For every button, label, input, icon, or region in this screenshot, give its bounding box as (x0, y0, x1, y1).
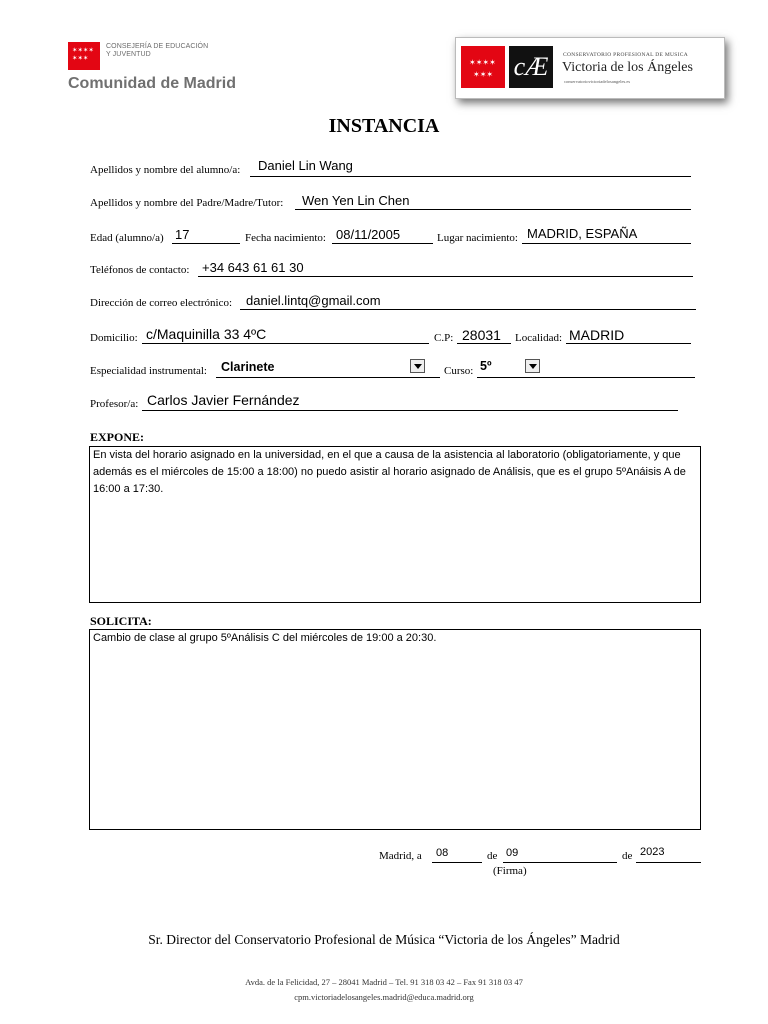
date-de1-label: de (487, 850, 498, 862)
document-title: INSTANCIA (328, 115, 440, 137)
birthplace-line (522, 243, 691, 244)
age-label: Edad (alumno/a) (90, 232, 164, 244)
parent-line (295, 209, 691, 210)
city-field[interactable]: MADRID (569, 327, 625, 343)
birthplace-label: Lugar nacimiento: (437, 232, 518, 244)
footer-email: cpm.victoriadelosangeles.madrid@educa.madrid.org (294, 992, 474, 1002)
solicita-textarea[interactable] (89, 629, 701, 830)
birthdate-field[interactable]: 08/11/2005 (336, 227, 401, 242)
birthdate-line (332, 243, 433, 244)
city-label: Localidad: (515, 332, 563, 344)
footer-address: Avda. de la Felicidad, 27 – 28041 Madrid – Tel. 91 318 03 42 – Fax 91 318 03 47 (245, 977, 523, 987)
address-label: Domicilio: (90, 332, 138, 344)
teacher-line (142, 410, 678, 411)
student-label: Apellidos y nombre del alumno/a: (90, 164, 241, 176)
postal-code-field[interactable]: 28031 (462, 327, 501, 343)
teacher-field[interactable]: Carlos Javier Fernández (147, 392, 300, 408)
conservatorio-website: conservatoriovictoriadelosangeles.es (564, 79, 631, 84)
email-field[interactable]: daniel.lintq@gmail.com (246, 293, 381, 308)
expone-textarea[interactable] (89, 446, 701, 603)
conservatorio-monogram-icon: cÆ (509, 46, 553, 88)
expone-heading: EXPONE: (90, 430, 144, 444)
specialty-dropdown-icon[interactable] (410, 359, 425, 373)
postal-code-line (457, 343, 511, 344)
email-label: Dirección de correo electrónico: (90, 297, 233, 309)
date-month-line (503, 862, 617, 863)
conservatorio-name: Victoria de los Ángeles (562, 60, 693, 75)
consejeria-text: CONSEJERÍA DE EDUCACIÓN Y JUVENTUD (106, 43, 209, 58)
course-label: Curso: (444, 365, 474, 377)
student-field[interactable]: Daniel Lin Wang (258, 158, 353, 173)
city-line (566, 343, 691, 344)
expone-text: En vista del horario asignado en la universidad, en el que a causa de la asistencia al laboratorio (obligatoriamente, y que además es el miércoles de 15:00 a 18:00) no puedo asistir al horario asignado de Análisis, que es el grupo 5ºAnáisis A de 16:00 a 17:30. (93, 449, 686, 495)
student-line (250, 176, 691, 177)
specialty-select[interactable]: Clarinete (221, 360, 275, 374)
course-select[interactable]: 5º (480, 359, 492, 373)
specialty-label: Especialidad instrumental: (90, 365, 207, 377)
conservatorio-subtitle: CONSERVATORIO PROFESIONAL DE MUSICA (563, 52, 689, 58)
specialty-line (216, 377, 440, 378)
phone-label: Teléfonos de contacto: (90, 264, 190, 276)
postal-code-label: C.P: (434, 332, 454, 344)
comunidad-madrid-name: Comunidad de Madrid (68, 75, 236, 92)
parent-field[interactable]: Wen Yen Lin Chen (302, 193, 410, 208)
comunidad-madrid-flag-icon: ✶✶✶✶ ✶✶✶ (68, 42, 100, 70)
date-year-line (636, 862, 701, 863)
teacher-label: Profesor/a: (90, 398, 139, 410)
date-day-field[interactable]: 08 (436, 847, 449, 859)
conservatorio-logo-box (455, 37, 725, 99)
birthplace-field[interactable]: MADRID, ESPAÑA (527, 226, 638, 241)
signature-label: (Firma) (493, 865, 527, 877)
course-line (477, 377, 695, 378)
parent-label: Apellidos y nombre del Padre/Madre/Tutor: (90, 197, 284, 209)
addressee-line: Sr. Director del Conservatorio Profesional de Música “Victoria de los Ángeles” Madrid (148, 932, 620, 947)
phone-line (198, 276, 693, 277)
course-dropdown-icon[interactable] (525, 359, 540, 373)
date-de2-label: de (622, 850, 633, 862)
phone-field[interactable]: +34 643 61 61 30 (202, 260, 304, 275)
email-line (240, 309, 696, 310)
age-field[interactable]: 17 (175, 227, 190, 242)
solicita-text: Cambio de clase al grupo 5ºAnálisis C del miércoles de 19:00 a 20:30. (93, 632, 437, 644)
age-line (172, 243, 240, 244)
solicita-heading: SOLICITA: (90, 614, 152, 628)
date-month-field[interactable]: 09 (506, 847, 519, 859)
birthdate-label: Fecha nacimiento: (245, 232, 326, 244)
date-day-line (432, 862, 482, 863)
address-line (142, 343, 429, 344)
date-city-label: Madrid, a (379, 850, 422, 862)
address-field[interactable]: c/Maquinilla 33 4ºC (146, 326, 267, 342)
date-year-field[interactable]: 2023 (640, 846, 665, 858)
madrid-flag-icon: ✶✶✶✶ ✶✶✶ (461, 46, 505, 88)
